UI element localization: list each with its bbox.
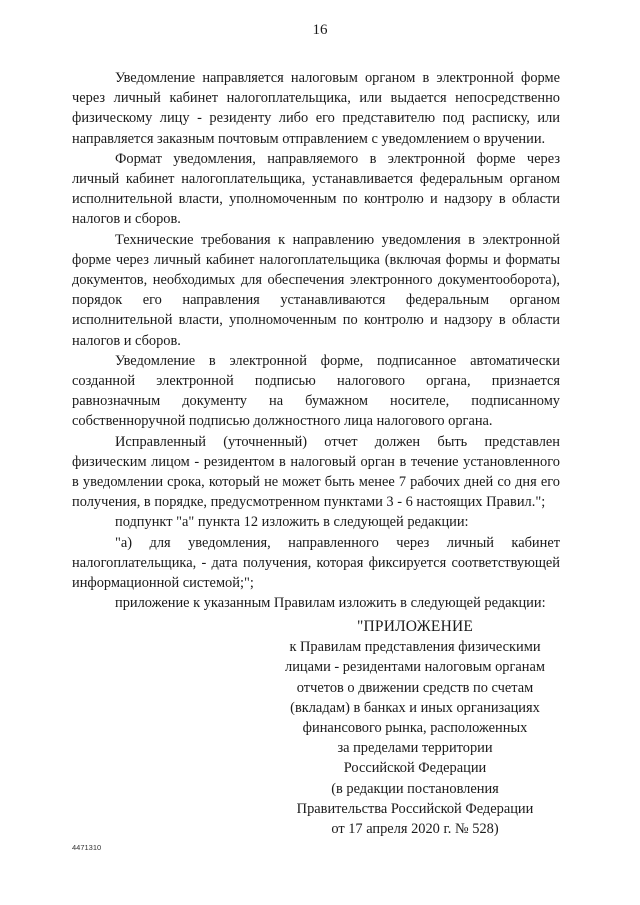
paragraph-technical-requirements: Технические требования к направлению уведомления в электронной форме через личный кабинет налогоплательщика (включая формы и форматы документов, необходимых для обеспечения электронного документооборота), порядок его направления устанавливаются федеральным органом исполнительной власти, уполномоченным по контролю и надзору в области налогов и сборов.	[72, 231, 560, 349]
appendix-line: к Правилам представления физическими	[289, 639, 541, 656]
paragraph-electronic-signature: Уведомление в электронной форме, подписанное автоматически созданной электронной подписью налогового органа, признается равнозначным документу на бумажном носителе, подписанному собственноручной подписью должностного лица налогового органа.	[72, 352, 560, 430]
paragraph-appendix-amendment: приложение к указанным Правилам изложить в следующей редакции:	[115, 595, 546, 612]
document-code: 4471310	[72, 843, 102, 852]
appendix-line: лицами - резидентами налоговым органам	[285, 659, 545, 676]
appendix-line: отчетов о движении средств по счетам	[296, 679, 534, 696]
appendix-line: (вкладам) в банках и иных организациях	[290, 699, 540, 716]
appendix-title: "ПРИЛОЖЕНИЕ	[356, 618, 474, 635]
document-body	[72, 68, 560, 613]
page-number: 16	[312, 22, 328, 38]
paragraph-subclause-text: "а) для уведомления, направленного через личный кабинет налогоплательщика, - дата получения, которая фиксируется соответствующей информационной системой;";	[72, 534, 560, 592]
paragraph-notification-delivery: Уведомление направляется налоговым органом в электронной форме через личный кабинет налогоплательщика, или выдается непосредственно физическому лицу - резиденту либо его представителю под расписку, или направляется заказным почтовым отправлением с уведомлением о вручении.	[72, 70, 560, 147]
paragraph-corrected-report: Исправленный (уточненный) отчет должен быть представлен физическим лицом - резидентом в налоговый орган в течение установленного в уведомлении срока, который не может быть менее 7 рабочих дней со дня его получения, в порядке, предусмотренном пунктами 3 - 6 настоящих Правил.";	[72, 433, 560, 511]
appendix-line: от 17 апреля 2020 г. № 528)	[331, 821, 499, 838]
appendix-line: Правительства Российской Федерации	[296, 800, 534, 817]
appendix-line: (в редакции постановления	[331, 780, 499, 797]
paragraph-subclause-amendment: подпункт "а" пункта 12 изложить в следующей редакции:	[115, 514, 469, 531]
appendix-line: финансового рынка, расположенных	[302, 720, 528, 737]
appendix-header	[250, 617, 580, 839]
appendix-line: за пределами территории	[337, 740, 493, 757]
appendix-line: Российской Федерации	[343, 760, 487, 777]
paragraph-notification-format: Формат уведомления, направляемого в электронной форме через личный кабинет налогоплательщика, устанавливается федеральным органом исполнительной власти, уполномоченным по контролю и надзору в области налогов и сборов.	[72, 150, 560, 228]
